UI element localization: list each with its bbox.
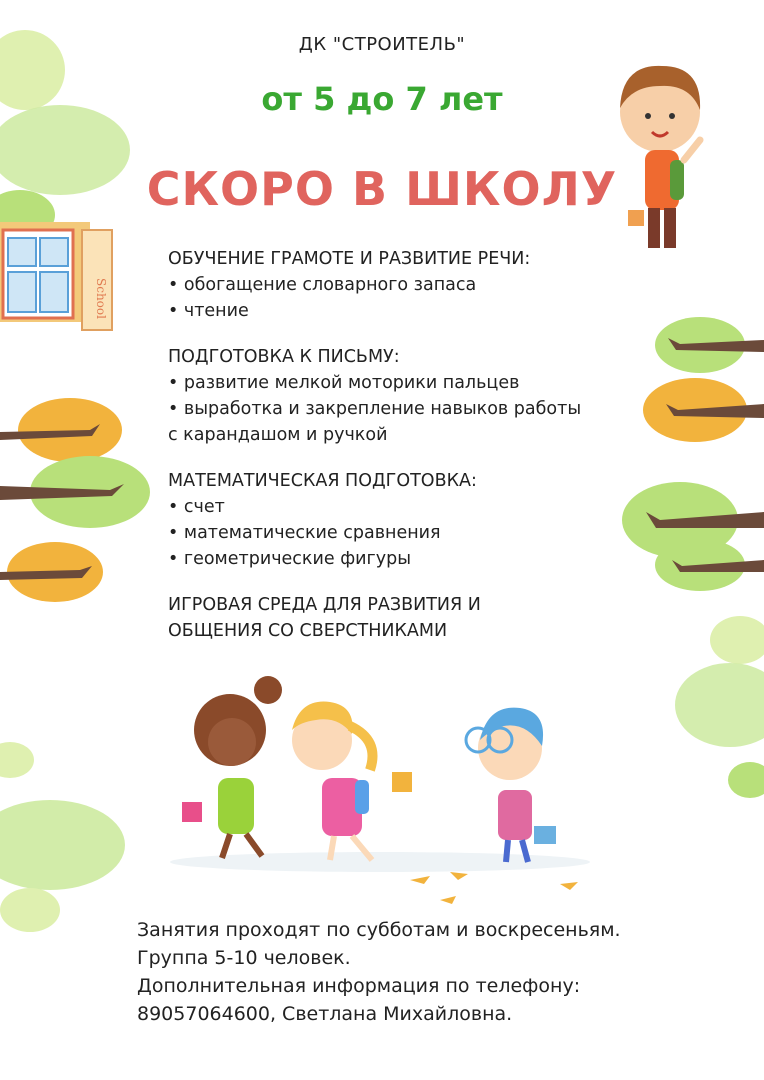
age-range: от 5 до 7 лет (261, 80, 503, 118)
tree-right-green-icon (655, 317, 764, 373)
section-math (168, 468, 638, 572)
section-heading: МАТЕМАТИЧЕСКАЯ ПОДГОТОВКА: (168, 471, 477, 491)
schedule-text: Занятия проходят по субботам и воскресеньям. (137, 919, 621, 941)
tree-left-orange-icon (0, 398, 122, 462)
tree-left-green-icon (0, 456, 150, 528)
list-item: • развитие мелкой моторики пальцев (168, 373, 520, 393)
bush-icon (0, 742, 125, 932)
tree-left-orange-icon (0, 542, 103, 602)
venue-name: ДК "СТРОИТЕЛЬ" (298, 34, 466, 55)
bush-icon (675, 616, 764, 798)
section-heading: ПОДГОТОВКА К ПИСЬМУ: (168, 347, 400, 367)
list-item: • математические сравнения (168, 523, 441, 543)
contact-phone: 89057064600, Светлана Михайловна. (137, 1003, 513, 1025)
list-item: • геометрические фигуры (168, 549, 412, 569)
tree-right-orange-icon (643, 378, 764, 442)
list-item: • чтение (168, 301, 249, 321)
footer-info (137, 916, 697, 1028)
list-item: • счет (168, 497, 225, 517)
section-heading: ИГРОВАЯ СРЕДА ДЛЯ РАЗВИТИЯ И (168, 595, 481, 615)
list-item: • выработка и закрепление навыков работы (168, 399, 582, 419)
section-heading: ОБУЧЕНИЕ ГРАМОТЕ И РАЗВИТИЕ РЕЧИ: (168, 249, 531, 269)
page-title: СКОРО В ШКОЛУ (146, 162, 618, 216)
section-play (168, 592, 638, 644)
section-heading-continuation: ОБЩЕНИЯ СО СВЕРСТНИКАМИ (168, 621, 448, 641)
section-literacy (168, 246, 638, 324)
program-sections (168, 246, 638, 664)
school-sign-text: School (94, 278, 108, 319)
children-illustration (170, 676, 590, 904)
tree-right-green-icon (655, 539, 764, 591)
list-item-continuation: с карандашом и ручкой (168, 425, 388, 445)
list-item: • обогащение словарного запаса (168, 275, 477, 295)
group-size-text: Группа 5-10 человек. (137, 947, 351, 969)
contact-label: Дополнительная информация по телефону: (137, 975, 581, 997)
section-writing (168, 344, 638, 448)
